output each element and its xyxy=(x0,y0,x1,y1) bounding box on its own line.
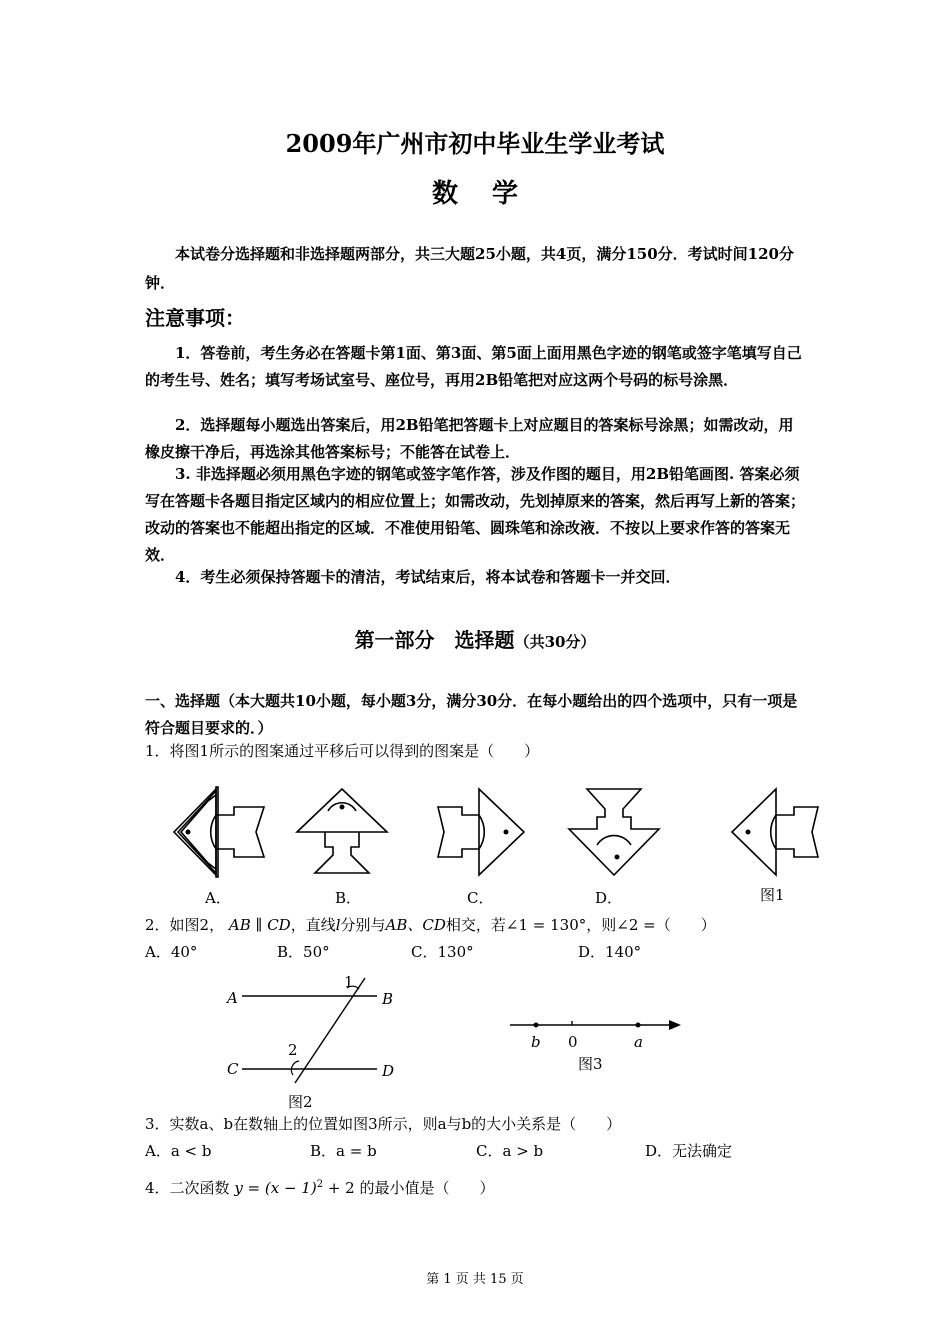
fig2-point-d: D xyxy=(382,1062,395,1080)
q2-option-d: D．140° xyxy=(578,943,642,961)
fig3-label: 图3 xyxy=(578,1055,603,1073)
q4-function: y = (x − 1) xyxy=(234,1179,317,1197)
q1-figure-c xyxy=(434,787,529,877)
fig2-point-b: B xyxy=(382,990,394,1008)
q1-figure-1 xyxy=(726,787,821,877)
q2-mid3: 相交，若 xyxy=(445,916,506,934)
page-footer: 第 1 页 共 15 页 xyxy=(426,1272,524,1287)
q2-relation: AB ∥ CD xyxy=(228,916,291,934)
q1-figure-d xyxy=(565,787,663,877)
q1-figure-a xyxy=(166,787,271,877)
fig2-label: 图2 xyxy=(288,1093,313,1111)
q2-option-c: C．130° xyxy=(411,943,474,961)
fig3-tick-b: b xyxy=(531,1033,541,1051)
q2-ab-cd: AB、CD xyxy=(385,916,446,934)
q2-mid: ，直线 xyxy=(290,916,336,934)
q3-option-c: C．a > b xyxy=(476,1142,544,1160)
part-title xyxy=(0,624,950,653)
question-2-stem xyxy=(145,914,716,935)
q2-prefix: 2．如图2， xyxy=(145,916,225,934)
q2-option-a: A．40° xyxy=(145,943,198,961)
note-item-2: 2．选择题每小题选出答案后，用2B铅笔把答题卡上对应题目的答案标号涂黑；如需改动，用橡皮擦干净后，再选涂其他答案标号；不能答在试卷上． xyxy=(145,416,794,461)
q1-figure-label: 图1 xyxy=(760,886,785,904)
subject-title: 数学 xyxy=(431,179,552,209)
exam-title: 2009年广州市初中毕业生学业考试 xyxy=(285,129,665,158)
q1-label-d: D． xyxy=(595,889,623,907)
q3-option-a: A．a < b xyxy=(145,1142,212,1160)
fig3-tick-0: 0 xyxy=(568,1033,578,1051)
fig3-tick-a: a xyxy=(634,1033,643,1051)
q1-label-b: B． xyxy=(335,889,362,907)
q2-end: ，则∠2 =（ ） xyxy=(586,916,716,934)
figure-2 xyxy=(225,975,405,1085)
figure-3-number-line xyxy=(505,1015,685,1035)
fig2-angle-1: 1 xyxy=(344,973,354,991)
part-title-main: 第一部分 选择题 xyxy=(354,628,515,652)
fig2-point-a: A xyxy=(227,989,238,1007)
question-3-stem: 3．实数a、b在数轴上的位置如图3所示，则a与b的大小关系是（ ） xyxy=(145,1115,622,1133)
q4-exponent: 2 xyxy=(316,1179,324,1190)
q1-label-c: C． xyxy=(467,889,494,907)
q2-option-b: B．50° xyxy=(277,943,330,961)
q4-prefix: 4．二次函数 xyxy=(145,1179,235,1197)
q3-option-b: B．a = b xyxy=(310,1142,377,1160)
notes-heading: 注意事项： xyxy=(145,306,245,330)
q3-options xyxy=(145,1140,807,1162)
q2-line-l: l xyxy=(335,916,341,934)
q3-option-d: D．无法确定 xyxy=(645,1142,733,1160)
part-title-sub: （共30分） xyxy=(514,633,596,651)
note-item-4: 4．考生必须保持答题卡的清洁，考试结束后，将本试卷和答题卡一并交回． xyxy=(175,568,681,586)
question-1-stem: 1．将图1所示的图案通过平移后可以得到的图案是（ ） xyxy=(145,742,540,760)
q2-options xyxy=(145,941,807,963)
q1-figure-b xyxy=(295,787,390,877)
q2-condition: ∠1 = 130° xyxy=(505,916,587,934)
intro-paragraph: 本试卷分选择题和非选择题两部分，共三大题25小题，共4页，满分150分．考试时间120分钟． xyxy=(145,245,794,292)
q4-function-tail: + 2 xyxy=(323,1179,355,1197)
q4-suffix: 的最小值是（ ） xyxy=(354,1179,495,1197)
section-heading: 一、选择题（本大题共10小题，每小题3分，满分30分．在每小题给出的四个选项中，只有一项是符合题目要求的．） xyxy=(145,692,798,737)
question-4-stem xyxy=(145,1177,495,1198)
note-item-3: 3. 非选择题必须用黑色字迹的钢笔或签字笔作答，涉及作图的题目，用2B铅笔画图. 答案必须写在答题卡各题目指定区域内的相应位置上；如需改动，先划掉原来的答案，然后再写上新的答案；改动的答案也不能超出指定的区域．不准使用铅笔、圆珠笔和涂改液．不按以上要求作答的答案无效． xyxy=(145,465,806,564)
q1-label-a: A． xyxy=(205,889,231,907)
fig2-point-c: C xyxy=(227,1060,239,1078)
q2-mid2: 分别与 xyxy=(340,916,386,934)
fig2-angle-2: 2 xyxy=(288,1041,298,1059)
note-item-1: 1．答卷前，考生务必在答题卡第1面、第3面、第5面上面用黑色字迹的钢笔或签字笔填写自己的考生号、姓名；填写考场试室号、座位号，再用2B铅笔把对应这两个号码的标号涂黑． xyxy=(145,344,802,389)
